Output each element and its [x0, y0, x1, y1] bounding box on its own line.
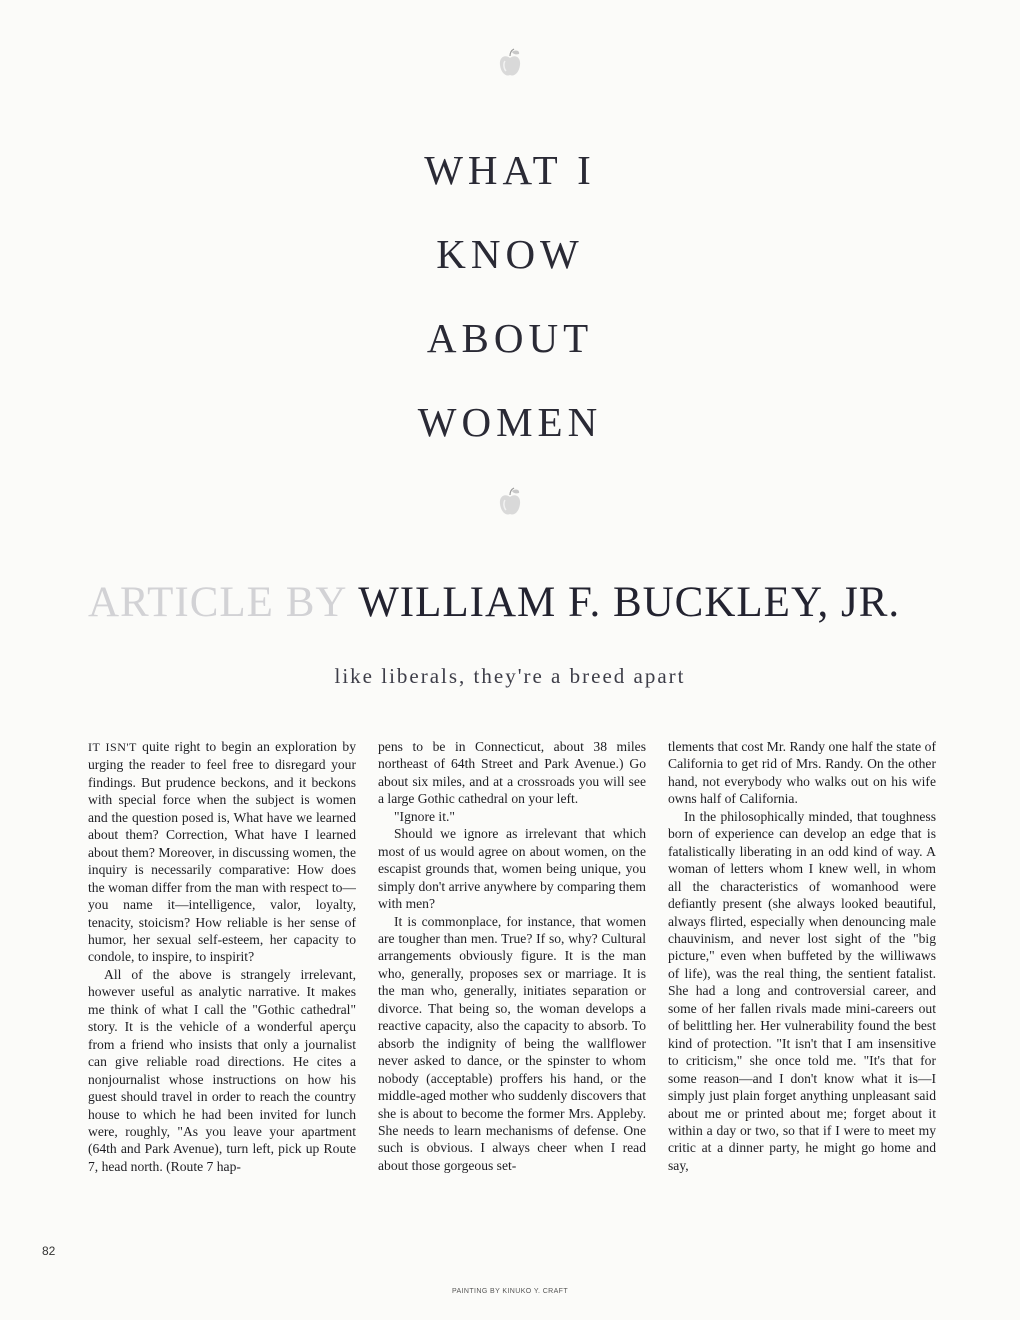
body-column-1: [88, 738, 356, 1258]
paragraph-text: quite right to begin an exploration by urging the reader to feel free to disregard your findings. But prudence beckons, and it beckons with special force when the subject is women and the question posed is, What have we learned about them? Correction, What have I learned about them? Moreover, in discussing women, the inquiry is necessarily comparative: How does the woman differ from the man with respect to—you name it—intelligence, valor, loyalty, tenacity, stoicism? How reliable is her sense of humor, her sexual self-esteem, her capacity to condole, to inspire, to inspirit?: [88, 739, 356, 965]
paragraph: tlements that cost Mr. Randy one half the state of California to get rid of Mrs. Randy. On the other hand, not everybody who walks out on his wife owns half of California.: [668, 739, 936, 807]
apple-ornament-icon: [497, 48, 523, 78]
article-title: [0, 128, 1020, 464]
byline-label: ARTICLE BY: [88, 579, 348, 626]
byline-author: WILLIAM F. BUCKLEY, JR.: [358, 579, 901, 626]
page-number: 82: [42, 1244, 56, 1258]
lead-in: IT ISN'T: [88, 740, 137, 754]
byline: [88, 578, 948, 627]
paragraph: pens to be in Connecticut, about 38 miles northeast of 64th Street and Park Avenue.) Go about six miles, and at a crossroads you will see a large Gothic cathedral on your left.: [378, 739, 646, 807]
subtitle-dek: like liberals, they're a breed apart: [334, 664, 686, 688]
image-credit: PAINTING BY KINUKO Y. CRAFT: [451, 1288, 569, 1295]
article-body: [88, 738, 936, 1258]
paragraph: [88, 738, 356, 966]
title-line-2: KNOW: [436, 231, 584, 277]
title-line-4: WOMEN: [417, 399, 603, 445]
title-line-1: WHAT I: [424, 147, 596, 193]
title-line-3: ABOUT: [426, 315, 594, 361]
body-column-2: [378, 738, 646, 1258]
apple-ornament-icon: [497, 487, 523, 517]
paragraph: All of the above is strangely irrelevant, however useful as analytic narrative. It makes me think of what I call the "Gothic cathedral" story. It is the vehicle of a wonderful aperçu from a friend who insists that only a journalist can give reliable road directions. He cites a nonjournalist whose instructions on how his guest should travel in order to reach the country house to which he had been invited for lunch were, roughly, "As you leave your apartment (64th and Park Avenue), turn left, pick up Route 7, head north. (Route 7 hap-: [88, 966, 356, 1174]
paragraph: It is commonplace, for instance, that women are tougher than men. True? If so, why? Cultural arrangements obviously figure. It is the man who, generally, proposes sex or marriage. It is the man who, generally, initiates separation or divorce. That being so, the woman develops a reactive capacity, also the capacity to absorb. To absorb the indignity of being the wallflower never asked to dance, or the spinster to whom nobody (acceptable) proffers his hand, or the middle-aged mother who suddenly discovers that she is about to become the former Mrs. Appleby. She needs to learn mechanisms of defense. One such is obvious. I always cheer when I read about those gorgeous set-: [378, 913, 646, 1173]
paragraph: Should we ignore as irrelevant that which most of us would agree on about women, on the escapist grounds that, women being unique, you simply don't arrive anywhere by comparing them with men?: [378, 826, 646, 912]
paragraph: In the philosophically minded, that toughness born of experience can develop an edge that is fatalistically liberating in an odd kind of way. A woman of letters whom I knew well, in whom all the characteristics of womanhood were defiantly present (she always looked beautiful, always flirted, especially when denouncing male chauvinism, and never lost sight of the "big picture," even when buffeted by the williwaws of life), was the real thing, the sentient fatalist. She had a long and controversial career, and some of her fallen rivals made mini-careers out of belittling her. Her vulnerability found the best kind of protection. "It isn't that I am insensitive to criticism," she once told me. "It's that for some reason—and I don't know what it is—I simply just plain forget anything unpleasant said about me or printed about me; forget about it within a day or two, so that if I were to meet my critic at a dinner party, he might go home and say,: [668, 808, 936, 1173]
paragraph: "Ignore it.": [394, 808, 455, 824]
body-column-3: [668, 738, 936, 1258]
